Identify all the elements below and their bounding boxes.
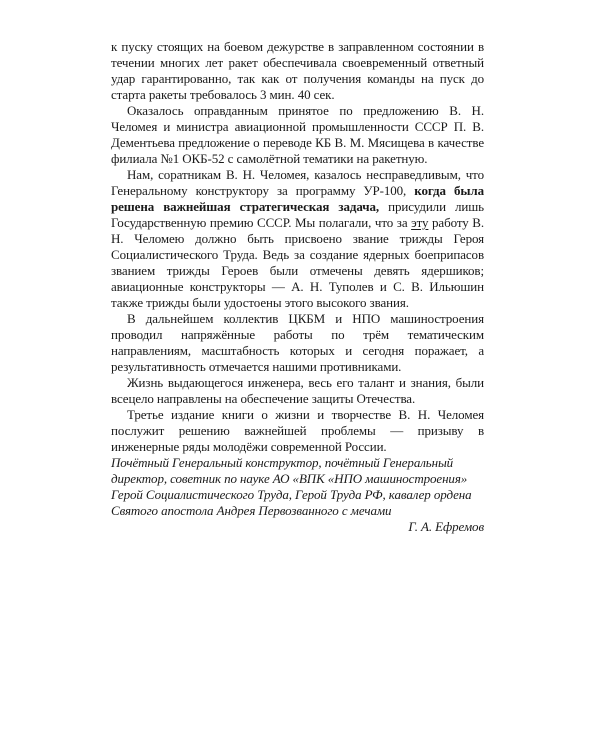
paragraph-text: работу В. Н. Челомею должно быть присвоено звание трижды Героя Социалистического Труда. Ведь за создание ядерных боеприпасов званием трижды Героев были отмечены девять ядершиков; авиационные конструкторы — А. Н. Туполев и С. В. Ильюшин также трижды были удостоены этого высокого звания. — [111, 215, 484, 310]
underlined-word: эту — [411, 215, 429, 230]
paragraph-text: присудили лишь Государственную премию СССР. Мы полагали, что за — [111, 199, 484, 230]
author-name: Г. А. Ефремов — [408, 519, 484, 534]
bold-phrase: когда была решена важнейшая стратегическая задача, — [111, 183, 484, 214]
paragraph: Оказалось оправданным принятое по предложению В. Н. Челомея и министра авиационной промышленности СССР П. В. Дементьева предложение о переводе КБ В. М. Мясищева в качестве филиала №1 ОКБ-52 с самолётной тематики на ракетную. — [111, 103, 484, 166]
paragraph: Третье издание книги о жизни и творчестве В. Н. Челомея послужит решению важнейшей проблемы — призыву в инженерные ряды молодёжи современной России. — [111, 407, 484, 454]
paragraph — [111, 167, 484, 311]
paragraph-text: Нам, соратникам В. Н. Челомея, казалось несправедливым, что Генеральному конструктору за программу УР-100, — [111, 167, 484, 198]
paragraph: к пуску стоящих на боевом дежурстве в заправленном состоянии в течении многих лет ракет обеспечивала своевременный ответный удар гарантированно, так как от получения команды на пуск до старта ракеты требовалось 3 мин. 40 сек. — [111, 39, 484, 102]
paragraph: В дальнейшем коллектив ЦКБМ и НПО машиностроения проводил напряжённые работы по трём тематическим направлениям, масштабность которых и сегодня поражает, а результативность отмечается нашими противниками. — [111, 311, 484, 374]
author-titles: Почётный Генеральный конструктор, почётный Генеральный директор, советник по науке АО «ВПК «НПО машиностроения» Герой Социалистического Труда, Герой Труда РФ, кавалер ордена Святого апостола Андрея Первозванного с мечами — [111, 455, 472, 518]
paragraph: Жизнь выдающегося инженера, весь его талант и знания, были всецело направлены на обеспечение защиты Отечества. — [111, 375, 484, 406]
signature-block — [111, 455, 484, 535]
body-text — [111, 39, 484, 455]
